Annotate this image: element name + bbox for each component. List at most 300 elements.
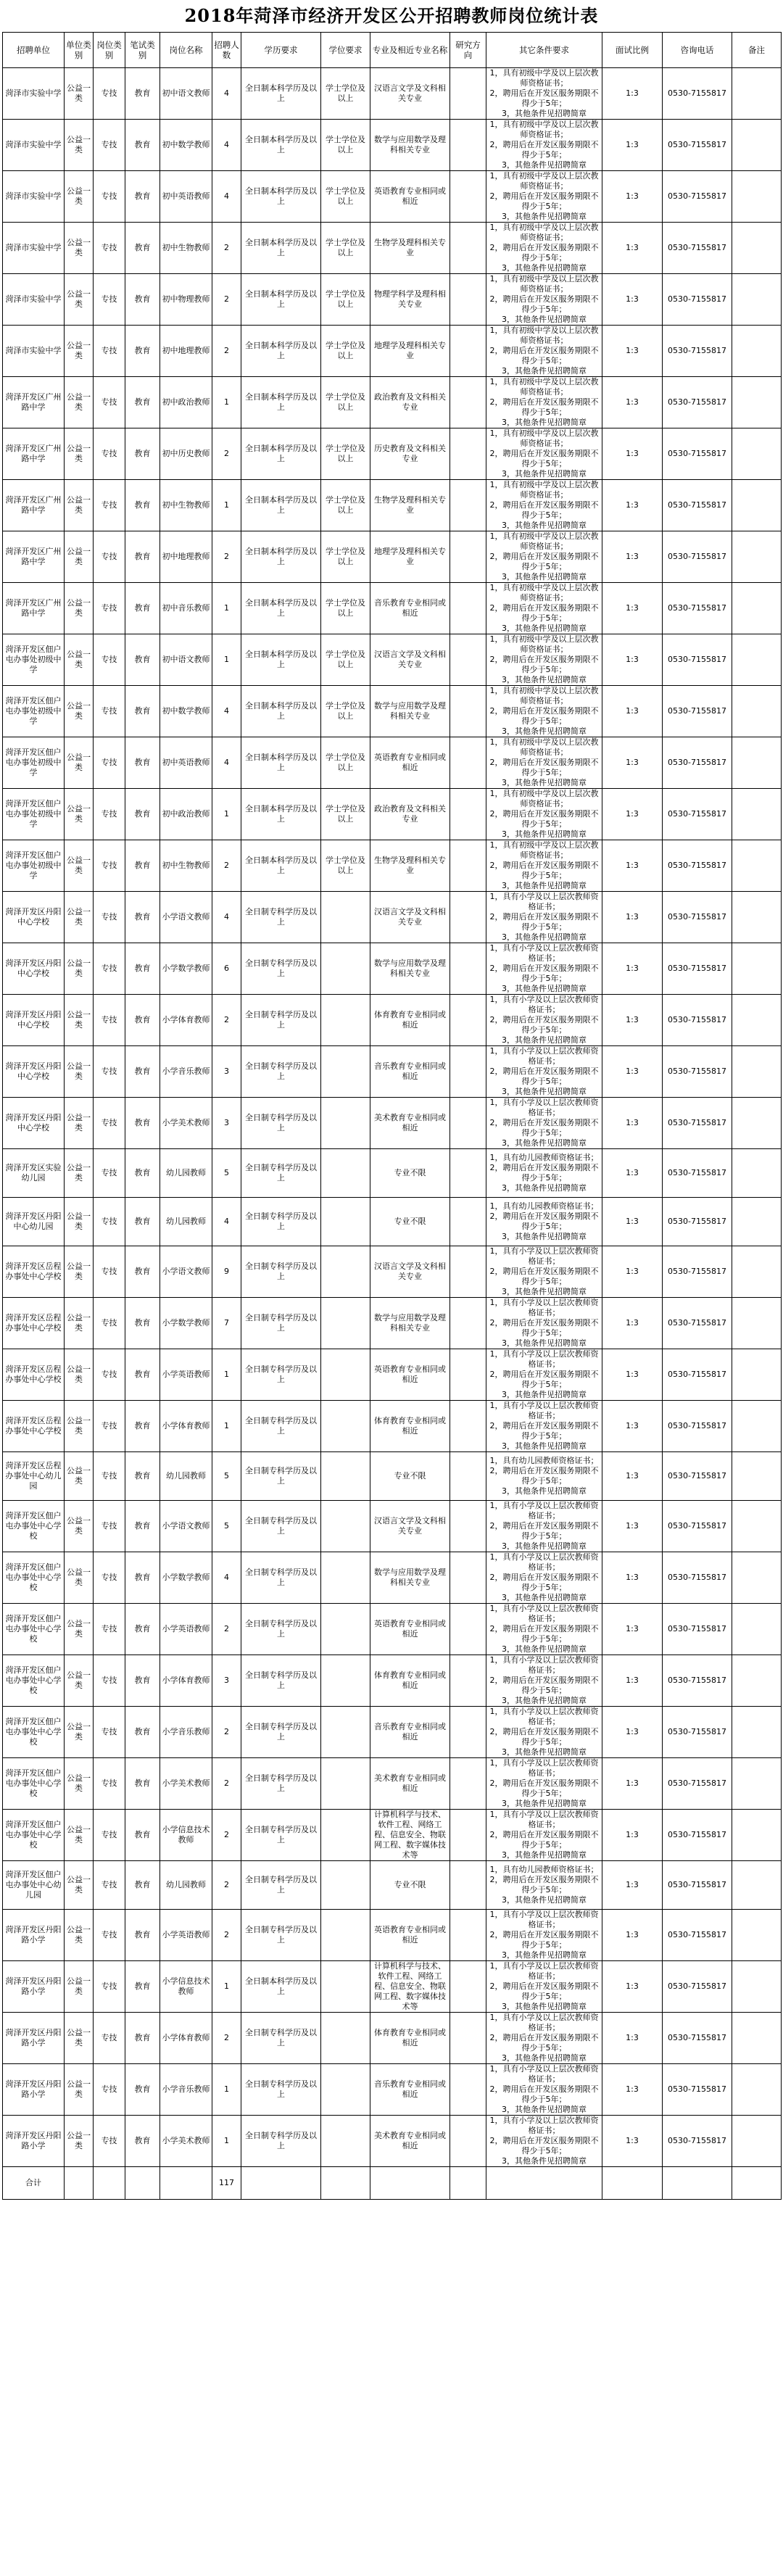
- column-header: 研究方向: [450, 33, 486, 68]
- phone-cell: 0530-7155817: [663, 1298, 732, 1349]
- education-cell: 全日制本科学历及以上: [241, 223, 321, 274]
- post-name-cell: 小学语文教师: [160, 892, 212, 943]
- exam-type-cell: 教育: [125, 583, 160, 634]
- recruitment-table: [2, 32, 782, 2200]
- empty-cell: [450, 2167, 486, 2200]
- interview-ratio-cell: 1:3: [602, 1910, 663, 1961]
- unit-cell: 菏泽开发区佃户屯办事处初级中学: [3, 686, 65, 737]
- note-cell: [732, 1198, 782, 1246]
- exam-type-cell: 教育: [125, 480, 160, 531]
- unit-type-cell: 公益一类: [65, 737, 94, 789]
- phone-cell: 0530-7155817: [663, 1198, 732, 1246]
- degree-cell: 学士学位及以上: [321, 326, 370, 377]
- research-direction-cell: [450, 428, 486, 480]
- headcount-cell: 4: [212, 171, 241, 223]
- unit-type-cell: 公益一类: [65, 583, 94, 634]
- post-name-cell: 初中政治教师: [160, 377, 212, 428]
- table-row: [3, 2013, 782, 2064]
- headcount-cell: 1: [212, 2116, 241, 2167]
- post-name-cell: 小学美术教师: [160, 1098, 212, 1149]
- post-type-cell: 专技: [94, 1198, 125, 1246]
- other-requirements-cell: 1，具有小学及以上层次教师资格证书； 2，聘用后在开发区服务期限不得少于5年； 3，其他条件见招聘简章: [486, 1655, 602, 1707]
- research-direction-cell: [450, 1246, 486, 1298]
- degree-cell: 学士学位及以上: [321, 737, 370, 789]
- post-type-cell: 专技: [94, 480, 125, 531]
- table-row: [3, 686, 782, 737]
- unit-type-cell: 公益一类: [65, 892, 94, 943]
- note-cell: [732, 480, 782, 531]
- other-requirements-cell: 1，具有小学及以上层次教师资格证书； 2，聘用后在开发区服务期限不得少于5年； 3，其他条件见招聘简章: [486, 1501, 602, 1552]
- post-type-cell: 专技: [94, 326, 125, 377]
- post-type-cell: 专技: [94, 2116, 125, 2167]
- education-cell: 全日制本科学历及以上: [241, 171, 321, 223]
- education-cell: 全日制专科学历及以上: [241, 1707, 321, 1758]
- exam-type-cell: 教育: [125, 1349, 160, 1401]
- major-cell: 生物学及理科相关专业: [370, 223, 450, 274]
- unit-cell: 菏泽开发区丹阳中心学校: [3, 1098, 65, 1149]
- degree-cell: [321, 1501, 370, 1552]
- post-name-cell: 初中生物教师: [160, 480, 212, 531]
- headcount-cell: 2: [212, 1758, 241, 1810]
- phone-cell: 0530-7155817: [663, 1604, 732, 1655]
- degree-cell: 学士学位及以上: [321, 223, 370, 274]
- post-type-cell: 专技: [94, 1861, 125, 1910]
- post-type-cell: 专技: [94, 943, 125, 995]
- post-type-cell: 专技: [94, 1098, 125, 1149]
- unit-type-cell: 公益一类: [65, 2116, 94, 2167]
- unit-cell: 菏泽开发区丹阳路小学: [3, 2116, 65, 2167]
- interview-ratio-cell: 1:3: [602, 1655, 663, 1707]
- table-row: [3, 2064, 782, 2116]
- headcount-cell: 2: [212, 840, 241, 892]
- unit-type-cell: 公益一类: [65, 1758, 94, 1810]
- other-requirements-cell: 1，具有小学及以上层次教师资格证书； 2，聘用后在开发区服务期限不得少于5年； 3，其他条件见招聘简章: [486, 943, 602, 995]
- post-type-cell: 专技: [94, 789, 125, 840]
- unit-cell: 菏泽开发区广州路中学: [3, 531, 65, 583]
- other-requirements-cell: 1，具有初级中学及以上层次教师资格证书； 2，聘用后在开发区服务期限不得少于5年； 3，其他条件见招聘简章: [486, 634, 602, 686]
- table-row: [3, 1552, 782, 1604]
- column-header: 学位要求: [321, 33, 370, 68]
- major-cell: 物理学科学及理科相关专业: [370, 274, 450, 326]
- major-cell: 英语教育专业相同或相近: [370, 1604, 450, 1655]
- unit-type-cell: 公益一类: [65, 1961, 94, 2013]
- headcount-cell: 2: [212, 223, 241, 274]
- headcount-cell: 1: [212, 2064, 241, 2116]
- education-cell: 全日制本科学历及以上: [241, 120, 321, 171]
- post-type-cell: 专技: [94, 737, 125, 789]
- exam-type-cell: 教育: [125, 274, 160, 326]
- note-cell: [732, 1707, 782, 1758]
- post-type-cell: 专技: [94, 1707, 125, 1758]
- education-cell: 全日制专科学历及以上: [241, 995, 321, 1046]
- unit-cell: 菏泽开发区广州路中学: [3, 428, 65, 480]
- exam-type-cell: 教育: [125, 531, 160, 583]
- other-requirements-cell: 1，具有初级中学及以上层次教师资格证书； 2，聘用后在开发区服务期限不得少于5年； 3，其他条件见招聘简章: [486, 68, 602, 120]
- major-cell: 数学与应用数学及理科相关专业: [370, 1298, 450, 1349]
- unit-type-cell: 公益一类: [65, 789, 94, 840]
- degree-cell: [321, 1298, 370, 1349]
- unit-type-cell: 公益一类: [65, 1046, 94, 1098]
- empty-cell: [94, 2167, 125, 2200]
- unit-cell: 菏泽开发区丹阳路小学: [3, 2013, 65, 2064]
- interview-ratio-cell: 1:3: [602, 428, 663, 480]
- table-row: [3, 737, 782, 789]
- education-cell: 全日制本科学历及以上: [241, 789, 321, 840]
- post-name-cell: 幼儿园教师: [160, 1861, 212, 1910]
- post-type-cell: 专技: [94, 1604, 125, 1655]
- page-title: 2018年菏泽市经济开发区公开招聘教师岗位统计表: [184, 5, 599, 26]
- note-cell: [732, 274, 782, 326]
- exam-type-cell: 教育: [125, 1604, 160, 1655]
- phone-cell: 0530-7155817: [663, 377, 732, 428]
- empty-cell: [241, 2167, 321, 2200]
- unit-type-cell: 公益一类: [65, 2064, 94, 2116]
- total-headcount: 117: [212, 2167, 241, 2200]
- post-name-cell: 小学体育教师: [160, 995, 212, 1046]
- interview-ratio-cell: 1:3: [602, 1298, 663, 1349]
- other-requirements-cell: 1，具有初级中学及以上层次教师资格证书； 2，聘用后在开发区服务期限不得少于5年； 3，其他条件见招聘简章: [486, 583, 602, 634]
- interview-ratio-cell: 1:3: [602, 686, 663, 737]
- note-cell: [732, 1298, 782, 1349]
- degree-cell: [321, 1910, 370, 1961]
- unit-cell: 菏泽开发区丹阳路小学: [3, 2064, 65, 2116]
- degree-cell: [321, 1758, 370, 1810]
- phone-cell: 0530-7155817: [663, 171, 732, 223]
- interview-ratio-cell: 1:3: [602, 1149, 663, 1198]
- post-name-cell: 初中物理教师: [160, 274, 212, 326]
- education-cell: 全日制本科学历及以上: [241, 583, 321, 634]
- interview-ratio-cell: 1:3: [602, 171, 663, 223]
- degree-cell: 学士学位及以上: [321, 840, 370, 892]
- other-requirements-cell: 1，具有幼儿园教师资格证书； 2，聘用后在开发区服务期限不得少于5年； 3，其他条件见招聘简章: [486, 1149, 602, 1198]
- research-direction-cell: [450, 1046, 486, 1098]
- other-requirements-cell: 1，具有初级中学及以上层次教师资格证书； 2，聘用后在开发区服务期限不得少于5年； 3，其他条件见招聘简章: [486, 428, 602, 480]
- major-cell: 体育教育专业相同或相近: [370, 1655, 450, 1707]
- education-cell: 全日制专科学历及以上: [241, 1552, 321, 1604]
- education-cell: 全日制专科学历及以上: [241, 1149, 321, 1198]
- other-requirements-cell: 1，具有小学及以上层次教师资格证书； 2，聘用后在开发区服务期限不得少于5年； 3，其他条件见招聘简章: [486, 2064, 602, 2116]
- table-row: [3, 1198, 782, 1246]
- exam-type-cell: 教育: [125, 1452, 160, 1501]
- major-cell: 地理学及理科相关专业: [370, 326, 450, 377]
- post-type-cell: 专技: [94, 1552, 125, 1604]
- other-requirements-cell: 1，具有小学及以上层次教师资格证书； 2，聘用后在开发区服务期限不得少于5年； 3，其他条件见招聘简章: [486, 2116, 602, 2167]
- post-type-cell: 专技: [94, 120, 125, 171]
- research-direction-cell: [450, 1149, 486, 1198]
- unit-cell: 菏泽开发区佃户屯办事处中心学校: [3, 1552, 65, 1604]
- note-cell: [732, 223, 782, 274]
- other-requirements-cell: 1，具有小学及以上层次教师资格证书； 2，聘用后在开发区服务期限不得少于5年； 3，其他条件见招聘简章: [486, 1707, 602, 1758]
- headcount-cell: 5: [212, 1501, 241, 1552]
- phone-cell: 0530-7155817: [663, 1149, 732, 1198]
- note-cell: [732, 120, 782, 171]
- exam-type-cell: 教育: [125, 1401, 160, 1452]
- major-cell: 体育教育专业相同或相近: [370, 995, 450, 1046]
- post-name-cell: 小学数学教师: [160, 1552, 212, 1604]
- unit-cell: 菏泽开发区丹阳路小学: [3, 1910, 65, 1961]
- other-requirements-cell: 1，具有初级中学及以上层次教师资格证书； 2，聘用后在开发区服务期限不得少于5年； 3，其他条件见招聘简章: [486, 531, 602, 583]
- interview-ratio-cell: 1:3: [602, 1098, 663, 1149]
- education-cell: 全日制专科学历及以上: [241, 892, 321, 943]
- post-name-cell: 初中数学教师: [160, 686, 212, 737]
- interview-ratio-cell: 1:3: [602, 326, 663, 377]
- interview-ratio-cell: 1:3: [602, 1758, 663, 1810]
- post-name-cell: 初中地理教师: [160, 531, 212, 583]
- degree-cell: 学士学位及以上: [321, 274, 370, 326]
- post-name-cell: 初中英语教师: [160, 737, 212, 789]
- note-cell: [732, 1961, 782, 2013]
- table-row: [3, 1098, 782, 1149]
- major-cell: 美术教育专业相同或相近: [370, 1758, 450, 1810]
- degree-cell: 学士学位及以上: [321, 789, 370, 840]
- unit-type-cell: 公益一类: [65, 1349, 94, 1401]
- unit-type-cell: 公益一类: [65, 1298, 94, 1349]
- column-header: 招聘单位: [3, 33, 65, 68]
- table-header: [3, 33, 782, 68]
- exam-type-cell: 教育: [125, 1552, 160, 1604]
- headcount-cell: 6: [212, 943, 241, 995]
- exam-type-cell: 教育: [125, 120, 160, 171]
- column-header: 岗位名称: [160, 33, 212, 68]
- research-direction-cell: [450, 1910, 486, 1961]
- post-name-cell: 初中英语教师: [160, 171, 212, 223]
- table-row: [3, 1046, 782, 1098]
- table-body: [3, 68, 782, 2200]
- phone-cell: 0530-7155817: [663, 1910, 732, 1961]
- interview-ratio-cell: 1:3: [602, 1707, 663, 1758]
- empty-cell: [125, 2167, 160, 2200]
- unit-cell: 菏泽开发区岳程办事处中心学校: [3, 1246, 65, 1298]
- exam-type-cell: 教育: [125, 1758, 160, 1810]
- education-cell: 全日制专科学历及以上: [241, 2064, 321, 2116]
- post-name-cell: 小学体育教师: [160, 1655, 212, 1707]
- phone-cell: 0530-7155817: [663, 2064, 732, 2116]
- degree-cell: [321, 1246, 370, 1298]
- note-cell: [732, 428, 782, 480]
- unit-cell: 菏泽市实验中学: [3, 274, 65, 326]
- education-cell: 全日制专科学历及以上: [241, 1501, 321, 1552]
- major-cell: 地理学及理科相关专业: [370, 531, 450, 583]
- exam-type-cell: 教育: [125, 1046, 160, 1098]
- phone-cell: 0530-7155817: [663, 1401, 732, 1452]
- research-direction-cell: [450, 120, 486, 171]
- education-cell: 全日制专科学历及以上: [241, 1246, 321, 1298]
- degree-cell: [321, 1452, 370, 1501]
- post-name-cell: 小学音乐教师: [160, 1707, 212, 1758]
- phone-cell: 0530-7155817: [663, 1046, 732, 1098]
- other-requirements-cell: 1，具有初级中学及以上层次教师资格证书； 2，聘用后在开发区服务期限不得少于5年； 3，其他条件见招聘简章: [486, 840, 602, 892]
- table-row: [3, 1861, 782, 1910]
- headcount-cell: 4: [212, 892, 241, 943]
- column-header: 招聘人数: [212, 33, 241, 68]
- note-cell: [732, 1098, 782, 1149]
- interview-ratio-cell: 1:3: [602, 1046, 663, 1098]
- post-type-cell: 专技: [94, 1961, 125, 2013]
- post-name-cell: 小学信息技术教师: [160, 1810, 212, 1861]
- headcount-cell: 2: [212, 326, 241, 377]
- note-cell: [732, 1349, 782, 1401]
- major-cell: 音乐教育专业相同或相近: [370, 583, 450, 634]
- note-cell: [732, 1501, 782, 1552]
- post-name-cell: 初中音乐教师: [160, 583, 212, 634]
- post-type-cell: 专技: [94, 1349, 125, 1401]
- exam-type-cell: 教育: [125, 892, 160, 943]
- other-requirements-cell: 1，具有初级中学及以上层次教师资格证书； 2，聘用后在开发区服务期限不得少于5年； 3，其他条件见招聘简章: [486, 120, 602, 171]
- interview-ratio-cell: 1:3: [602, 1501, 663, 1552]
- table-row: [3, 223, 782, 274]
- post-name-cell: 小学英语教师: [160, 1349, 212, 1401]
- note-cell: [732, 583, 782, 634]
- education-cell: 全日制本科学历及以上: [241, 840, 321, 892]
- exam-type-cell: 教育: [125, 1961, 160, 2013]
- total-label: 合计: [3, 2167, 65, 2200]
- exam-type-cell: 教育: [125, 171, 160, 223]
- research-direction-cell: [450, 1552, 486, 1604]
- unit-cell: 菏泽开发区佃户屯办事处中心幼儿园: [3, 1861, 65, 1910]
- phone-cell: 0530-7155817: [663, 223, 732, 274]
- column-header: 咨询电话: [663, 33, 732, 68]
- exam-type-cell: 教育: [125, 1098, 160, 1149]
- major-cell: 数学与应用数学及理科相关专业: [370, 686, 450, 737]
- exam-type-cell: 教育: [125, 2013, 160, 2064]
- other-requirements-cell: 1，具有初级中学及以上层次教师资格证书； 2，聘用后在开发区服务期限不得少于5年； 3，其他条件见招聘简章: [486, 737, 602, 789]
- major-cell: 生物学及理科相关专业: [370, 480, 450, 531]
- major-cell: 汉语言文学及文科相关专业: [370, 1501, 450, 1552]
- phone-cell: 0530-7155817: [663, 428, 732, 480]
- other-requirements-cell: 1，具有小学及以上层次教师资格证书； 2，聘用后在开发区服务期限不得少于5年； 3，其他条件见招聘简章: [486, 995, 602, 1046]
- post-name-cell: 幼儿园教师: [160, 1452, 212, 1501]
- interview-ratio-cell: 1:3: [602, 68, 663, 120]
- research-direction-cell: [450, 634, 486, 686]
- post-type-cell: 专技: [94, 1501, 125, 1552]
- phone-cell: 0530-7155817: [663, 120, 732, 171]
- other-requirements-cell: 1，具有初级中学及以上层次教师资格证书； 2，聘用后在开发区服务期限不得少于5年； 3，其他条件见招聘简章: [486, 326, 602, 377]
- table-row: [3, 1707, 782, 1758]
- headcount-cell: 2: [212, 2013, 241, 2064]
- degree-cell: 学士学位及以上: [321, 686, 370, 737]
- degree-cell: [321, 1149, 370, 1198]
- major-cell: 专业不限: [370, 1149, 450, 1198]
- post-type-cell: 专技: [94, 1149, 125, 1198]
- research-direction-cell: [450, 2064, 486, 2116]
- table-row: [3, 531, 782, 583]
- phone-cell: 0530-7155817: [663, 995, 732, 1046]
- post-type-cell: 专技: [94, 428, 125, 480]
- interview-ratio-cell: 1:3: [602, 274, 663, 326]
- unit-type-cell: 公益一类: [65, 377, 94, 428]
- unit-cell: 菏泽市实验中学: [3, 120, 65, 171]
- note-cell: [732, 68, 782, 120]
- headcount-cell: 1: [212, 583, 241, 634]
- note-cell: [732, 789, 782, 840]
- table-row: [3, 171, 782, 223]
- column-header: 单位类别: [65, 33, 94, 68]
- headcount-cell: 4: [212, 68, 241, 120]
- research-direction-cell: [450, 531, 486, 583]
- post-type-cell: 专技: [94, 1910, 125, 1961]
- unit-cell: 菏泽开发区丹阳中心学校: [3, 995, 65, 1046]
- post-name-cell: 小学数学教师: [160, 943, 212, 995]
- phone-cell: 0530-7155817: [663, 2013, 732, 2064]
- unit-cell: 菏泽开发区佃户屯办事处初级中学: [3, 840, 65, 892]
- headcount-cell: 2: [212, 1604, 241, 1655]
- post-name-cell: 幼儿园教师: [160, 1198, 212, 1246]
- research-direction-cell: [450, 223, 486, 274]
- research-direction-cell: [450, 840, 486, 892]
- research-direction-cell: [450, 1401, 486, 1452]
- post-type-cell: 专技: [94, 171, 125, 223]
- empty-cell: [602, 2167, 663, 2200]
- degree-cell: 学士学位及以上: [321, 634, 370, 686]
- major-cell: 计算机科学与技术、软件工程、网络工程、信息安全、物联网工程、数字媒体技术等: [370, 1961, 450, 2013]
- note-cell: [732, 995, 782, 1046]
- exam-type-cell: 教育: [125, 428, 160, 480]
- note-cell: [732, 1910, 782, 1961]
- education-cell: 全日制本科学历及以上: [241, 737, 321, 789]
- phone-cell: 0530-7155817: [663, 840, 732, 892]
- education-cell: 全日制专科学历及以上: [241, 1655, 321, 1707]
- research-direction-cell: [450, 2013, 486, 2064]
- unit-type-cell: 公益一类: [65, 1552, 94, 1604]
- phone-cell: 0530-7155817: [663, 68, 732, 120]
- note-cell: [732, 2064, 782, 2116]
- phone-cell: 0530-7155817: [663, 1655, 732, 1707]
- research-direction-cell: [450, 943, 486, 995]
- interview-ratio-cell: 1:3: [602, 1246, 663, 1298]
- post-name-cell: 小学数学教师: [160, 1298, 212, 1349]
- table-row: [3, 1961, 782, 2013]
- column-header: 其它条件要求: [486, 33, 602, 68]
- other-requirements-cell: 1，具有初级中学及以上层次教师资格证书； 2，聘用后在开发区服务期限不得少于5年； 3，其他条件见招聘简章: [486, 789, 602, 840]
- research-direction-cell: [450, 1604, 486, 1655]
- education-cell: 全日制专科学历及以上: [241, 1046, 321, 1098]
- phone-cell: 0530-7155817: [663, 274, 732, 326]
- interview-ratio-cell: 1:3: [602, 1604, 663, 1655]
- headcount-cell: 2: [212, 1707, 241, 1758]
- headcount-cell: 3: [212, 1655, 241, 1707]
- research-direction-cell: [450, 377, 486, 428]
- note-cell: [732, 1655, 782, 1707]
- phone-cell: 0530-7155817: [663, 1246, 732, 1298]
- education-cell: 全日制本科学历及以上: [241, 531, 321, 583]
- unit-cell: 菏泽开发区佃户屯办事处中心学校: [3, 1655, 65, 1707]
- post-type-cell: 专技: [94, 377, 125, 428]
- unit-cell: 菏泽开发区佃户屯办事处初级中学: [3, 737, 65, 789]
- degree-cell: [321, 2116, 370, 2167]
- degree-cell: [321, 1861, 370, 1910]
- research-direction-cell: [450, 2116, 486, 2167]
- other-requirements-cell: 1，具有小学及以上层次教师资格证书； 2，聘用后在开发区服务期限不得少于5年； 3，其他条件见招聘简章: [486, 1810, 602, 1861]
- education-cell: 全日制专科学历及以上: [241, 1298, 321, 1349]
- unit-cell: 菏泽市实验中学: [3, 326, 65, 377]
- unit-type-cell: 公益一类: [65, 326, 94, 377]
- post-name-cell: 初中语文教师: [160, 68, 212, 120]
- unit-cell: 菏泽开发区佃户屯办事处中心学校: [3, 1810, 65, 1861]
- note-cell: [732, 737, 782, 789]
- major-cell: 计算机科学与技术、软件工程、网络工程、信息安全、物联网工程、数字媒体技术等: [370, 1810, 450, 1861]
- major-cell: 汉语言文学及文科相关专业: [370, 1246, 450, 1298]
- other-requirements-cell: 1，具有小学及以上层次教师资格证书； 2，聘用后在开发区服务期限不得少于5年； 3，其他条件见招聘简章: [486, 1961, 602, 2013]
- major-cell: 美术教育专业相同或相近: [370, 2116, 450, 2167]
- headcount-cell: 2: [212, 1861, 241, 1910]
- empty-cell: [321, 2167, 370, 2200]
- table-row: [3, 1604, 782, 1655]
- research-direction-cell: [450, 892, 486, 943]
- exam-type-cell: 教育: [125, 2064, 160, 2116]
- major-cell: 音乐教育专业相同或相近: [370, 2064, 450, 2116]
- headcount-cell: 7: [212, 1298, 241, 1349]
- phone-cell: 0530-7155817: [663, 1810, 732, 1861]
